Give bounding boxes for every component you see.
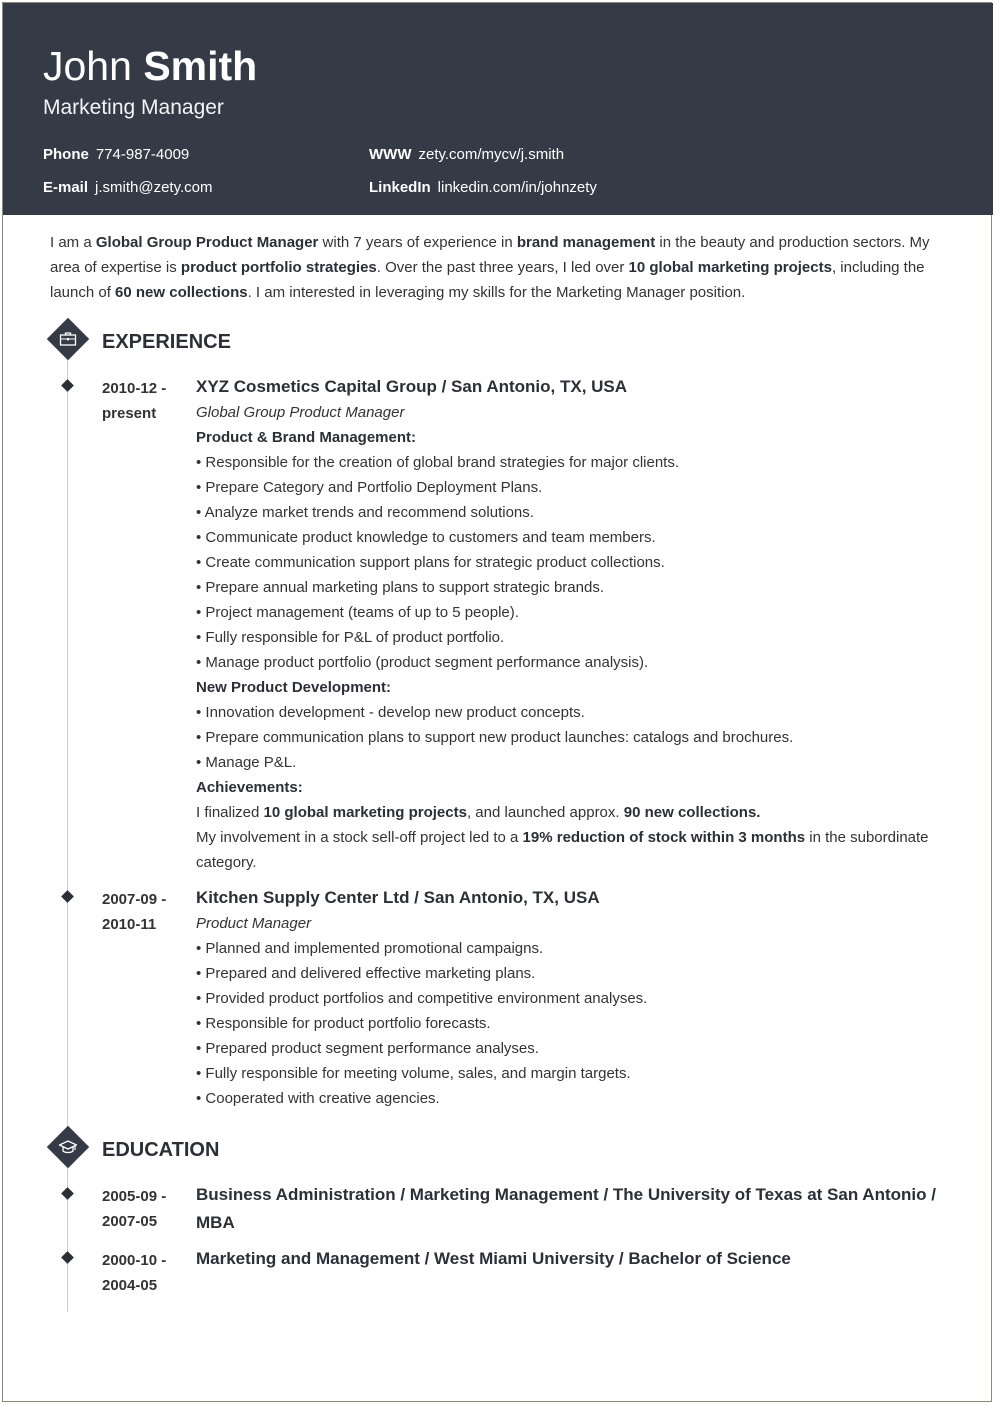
text-run: My involvement in a stock sell-off project led to a — [196, 829, 523, 846]
bullet-item — [196, 936, 948, 961]
text-run: • Analyze market trends and recommend solutions. — [196, 504, 534, 521]
job-title: Marketing Manager — [43, 96, 224, 119]
bullet-item — [196, 1011, 948, 1036]
section-title-education: EDUCATION — [102, 1139, 220, 1161]
bullet-item — [196, 500, 948, 525]
first-name: John — [43, 43, 132, 89]
contact-value: 774-987-4009 — [95, 146, 190, 163]
text-run: , and launched approx. — [466, 804, 624, 821]
contact-phone — [43, 145, 189, 165]
contact-label: WWW — [369, 146, 412, 163]
bold-text: 10 global marketing projects — [263, 804, 467, 821]
date-start: 2007-09 - — [102, 891, 167, 908]
bullet-item — [196, 1036, 948, 1061]
bullet-item — [196, 1086, 948, 1111]
detail-paragraph — [196, 825, 948, 875]
text-run: Product & Brand Management: — [196, 429, 417, 446]
text-run: • Prepared and delivered effective marketing plans. — [196, 965, 536, 982]
text-run: • Fully responsible for P&L of product portfolio. — [196, 629, 505, 646]
employer-title: Kitchen Supply Center Ltd / San Antonio, TX, USA — [196, 888, 600, 907]
bullet-item — [196, 725, 948, 750]
bullet-item — [196, 575, 948, 600]
date-end: 2010-11 — [102, 916, 157, 933]
text-run: • Manage P&L. — [196, 754, 297, 771]
text-run: in the subordinate category. — [196, 829, 929, 871]
education-date — [102, 1184, 187, 1234]
contact-value[interactable]: linkedin.com/in/johnzety — [437, 179, 597, 196]
last-name: Smith — [143, 43, 258, 89]
bullet-item — [196, 1061, 948, 1086]
subsection-heading — [196, 425, 948, 450]
text-run: . I am interested in leveraging my skills for the Marketing Manager position. — [247, 284, 746, 301]
detail-paragraph — [196, 800, 948, 825]
date-start: 2010-12 - — [102, 380, 167, 397]
role-title: Product Manager — [196, 915, 312, 932]
text-run: • Prepare annual marketing plans to support strategic brands. — [196, 579, 604, 596]
contact-value[interactable]: j.smith@zety.com — [95, 179, 213, 196]
bullet-item — [196, 986, 948, 1011]
section-title-experience: EXPERIENCE — [102, 331, 231, 353]
text-run: I finalized — [196, 804, 264, 821]
bullet-item — [196, 525, 948, 550]
education-entry — [196, 1245, 948, 1273]
candidate-name — [43, 41, 257, 91]
date-end: 2007-05 — [102, 1213, 158, 1230]
degree-title: Marketing and Management / West Miami University / Bachelor of Science — [196, 1249, 791, 1268]
experience-date — [102, 887, 187, 937]
bold-text: Global Group Product Manager — [95, 234, 319, 251]
resume-header — [3, 3, 993, 215]
subsection-heading — [196, 775, 948, 800]
bullet-item — [196, 625, 948, 650]
bold-text: product portfolio strategies — [180, 259, 377, 276]
education-date — [102, 1248, 187, 1298]
bullet-item — [196, 450, 948, 475]
experience-details — [196, 936, 948, 1111]
bullet-item — [196, 550, 948, 575]
contact-label: Phone — [43, 146, 89, 163]
bullet-item — [196, 475, 948, 500]
text-run: . Over the past three years, I led over — [376, 259, 629, 276]
experience-details — [196, 425, 948, 875]
text-run: • Manage product portfolio (product segment performance analysis). — [196, 654, 649, 671]
employer-title: XYZ Cosmetics Capital Group / San Antonio, TX, USA — [196, 377, 628, 396]
profile-summary — [50, 230, 945, 305]
bullet-item — [196, 650, 948, 675]
experience-date — [102, 376, 187, 426]
text-run: with 7 years of experience in — [318, 234, 517, 251]
text-run: Achievements: — [196, 779, 303, 796]
contact-value[interactable]: zety.com/mycv/j.smith — [418, 146, 565, 163]
education-entry — [196, 1181, 948, 1237]
bold-text: 10 global marketing projects — [628, 259, 832, 276]
contact-www — [369, 145, 564, 165]
text-run: • Create communication support plans for strategic product collections. — [196, 554, 665, 571]
text-run: • Innovation development - develop new product concepts. — [196, 704, 585, 721]
text-run: I am a — [50, 234, 96, 251]
contact-email — [43, 178, 212, 198]
text-run: • Cooperated with creative agencies. — [196, 1090, 440, 1107]
bullet-item — [196, 600, 948, 625]
text-run: in the beauty and production sectors. My area of expertise is — [50, 234, 930, 276]
date-end: 2004-05 — [102, 1277, 158, 1294]
text-run: • Provided product portfolios and competitive environment analyses. — [196, 990, 648, 1007]
experience-entry — [196, 374, 948, 875]
text-run: • Prepare Category and Portfolio Deployment Plans. — [196, 479, 543, 496]
contact-label: LinkedIn — [369, 179, 431, 196]
bullet-item — [196, 961, 948, 986]
bullet-item — [196, 750, 948, 775]
date-start: 2000-10 - — [102, 1252, 167, 1269]
bold-text: brand management — [516, 234, 656, 251]
bold-text: 19% reduction of stock within 3 months — [522, 829, 806, 846]
text-run: • Project management (teams of up to 5 people). — [196, 604, 519, 621]
date-end: present — [102, 405, 157, 422]
date-start: 2005-09 - — [102, 1188, 167, 1205]
text-run: • Fully responsible for meeting volume, sales, and margin targets. — [196, 1065, 631, 1082]
text-run: • Planned and implemented promotional campaigns. — [196, 940, 544, 957]
experience-entry — [196, 885, 948, 1111]
text-run: • Responsible for product portfolio forecasts. — [196, 1015, 491, 1032]
degree-title: Business Administration / Marketing Management / The University of Texas at San Antonio / MBA — [196, 1185, 936, 1232]
text-run: • Prepare communication plans to support new product launches: catalogs and brochures. — [196, 729, 794, 746]
bullet-item — [196, 700, 948, 725]
subsection-heading — [196, 675, 948, 700]
text-run: • Prepared product segment performance analyses. — [196, 1040, 539, 1057]
contact-linkedin — [369, 178, 597, 198]
text-run: New Product Development: — [196, 679, 392, 696]
text-run: • Responsible for the creation of global brand strategies for major clients. — [196, 454, 680, 471]
role-title: Global Group Product Manager — [196, 404, 405, 421]
text-run: • Communicate product knowledge to customers and team members. — [196, 529, 656, 546]
bold-text: 90 new collections. — [623, 804, 761, 821]
text-run: , including the launch of — [50, 259, 925, 301]
contact-label: E-mail — [43, 179, 89, 196]
bold-text: 60 new collections — [115, 284, 248, 301]
